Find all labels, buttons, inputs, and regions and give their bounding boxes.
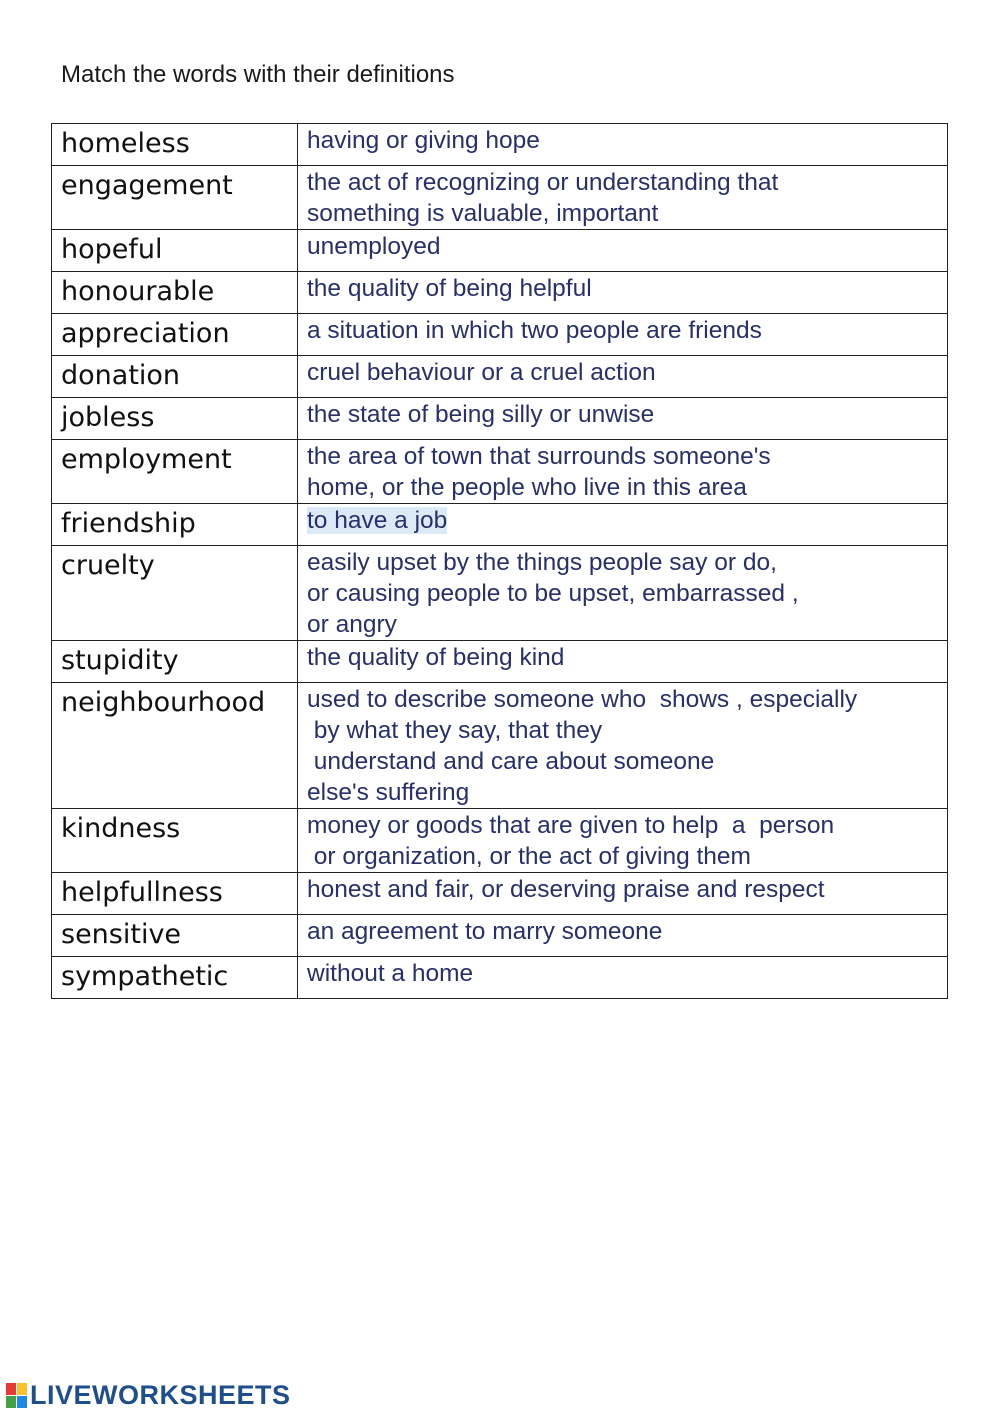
definition-text: the quality of being helpful: [307, 275, 592, 302]
definition-text: cruel behaviour or a cruel action: [307, 359, 656, 386]
definition-text: the quality of being kind: [307, 644, 565, 671]
word-cell: employment: [52, 440, 298, 504]
definition-cell: [298, 546, 948, 641]
definition-cell: [298, 398, 948, 440]
table-row: [52, 314, 948, 356]
definition-cell: [298, 641, 948, 683]
definition-text: having or giving hope: [307, 127, 540, 154]
table-row: [52, 957, 948, 999]
word-cell: honourable: [52, 272, 298, 314]
definition-text: used to describe someone who shows , especially by what they say, that they understand and care about someone else's suffering: [307, 686, 858, 806]
definition-cell: [298, 124, 948, 166]
definition-text: the state of being silly or unwise: [307, 401, 655, 428]
table-row: [52, 546, 948, 641]
definition-cell: [298, 873, 948, 915]
definition-text: money or goods that are given to help a person or organization, or the act of giving them: [307, 812, 835, 870]
word-cell: sensitive: [52, 915, 298, 957]
word-cell: hopeful: [52, 230, 298, 272]
definition-cell: [298, 915, 948, 957]
table-row: [52, 356, 948, 398]
word-cell: stupidity: [52, 641, 298, 683]
liveworksheets-logo: [6, 1380, 291, 1411]
logo-text: LIVEWORKSHEETS: [30, 1380, 291, 1410]
word-cell: appreciation: [52, 314, 298, 356]
table-row: [52, 272, 948, 314]
definition-cell: [298, 504, 948, 546]
definition-text: easily upset by the things people say or do, or causing people to be upset, embarrassed , or angry: [307, 549, 799, 638]
word-cell: engagement: [52, 166, 298, 230]
table-row: [52, 873, 948, 915]
table-row: [52, 230, 948, 272]
definition-cell: [298, 166, 948, 230]
definition-text: a situation in which two people are friends: [307, 317, 762, 344]
table-row: [52, 809, 948, 873]
definition-text: without a home: [307, 960, 474, 987]
table-row: [52, 683, 948, 809]
word-cell: neighbourhood: [52, 683, 298, 809]
word-cell: jobless: [52, 398, 298, 440]
word-cell: sympathetic: [52, 957, 298, 999]
definition-cell: [298, 683, 948, 809]
table-row: [52, 124, 948, 166]
word-cell: helpfullness: [52, 873, 298, 915]
definition-text: to have a job: [307, 507, 448, 534]
definition-text: unemployed: [307, 233, 441, 260]
word-cell: friendship: [52, 504, 298, 546]
word-cell: cruelty: [52, 546, 298, 641]
definition-cell: [298, 809, 948, 873]
definition-text: honest and fair, or deserving praise and respect: [307, 876, 825, 903]
table-row: [52, 440, 948, 504]
worksheet-title: Match the words with their definitions: [61, 61, 455, 88]
word-cell: homeless: [52, 124, 298, 166]
definition-cell: [298, 272, 948, 314]
definition-text: the area of town that surrounds someone's home, or the people who live in this area: [307, 443, 771, 501]
definition-cell: [298, 230, 948, 272]
definition-text: an agreement to marry someone: [307, 918, 663, 945]
word-cell: donation: [52, 356, 298, 398]
word-cell: kindness: [52, 809, 298, 873]
matching-table: [51, 123, 948, 999]
table-row: [52, 398, 948, 440]
table-row: [52, 915, 948, 957]
table-row: [52, 166, 948, 230]
table-row: [52, 504, 948, 546]
definition-cell: [298, 314, 948, 356]
definition-cell: [298, 356, 948, 398]
definition-cell: [298, 440, 948, 504]
definition-text: the act of recognizing or understanding that something is valuable, important: [307, 169, 779, 227]
logo-mark-icon: [6, 1383, 27, 1408]
definition-cell: [298, 957, 948, 999]
table-row: [52, 641, 948, 683]
